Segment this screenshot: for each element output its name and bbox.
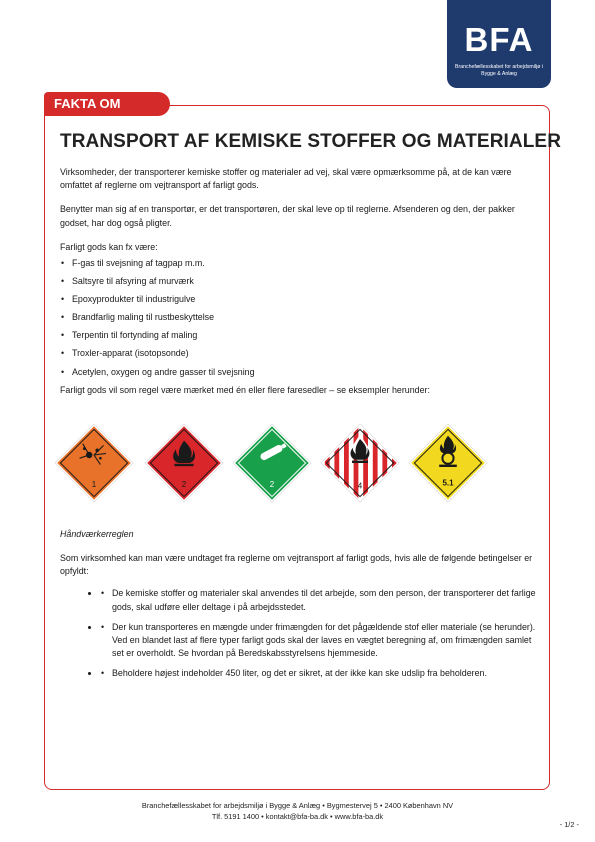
list-item: • Saltsyre til afsyring af murværk <box>60 275 538 288</box>
sign-number: 2 <box>269 480 275 489</box>
sign-number: 2 <box>181 480 187 489</box>
hazard-sign-nonflammable-gas <box>232 423 312 503</box>
conditions-list <box>60 587 538 680</box>
sign-number: 4 <box>357 481 363 491</box>
fakta-om-tab: FAKTA OM <box>44 92 170 116</box>
intro-paragraph: Virksomheder, der transporterer kemiske stoffer og materialer ad vej, skal være opmærksomme på, at de kan være omfattet af reglerne om vejtransport af farligt gods. <box>60 167 512 191</box>
logo-tagline: Branchefællesskabet for arbejdsmiljø i Bygge & Anlæg <box>455 64 543 77</box>
list-item: • Troxler-apparat (isotopsonde) <box>60 347 538 360</box>
intro-section <box>60 166 538 397</box>
list-item: • • De kemiske stoffer og materialer skal anvendes til det arbejde, som den person, der transporterer det farlige gods, skal udføre eller deltage i på arbejdsstedet. <box>100 587 538 613</box>
hazard-sign-flammable-gas <box>144 423 224 503</box>
rule-section <box>60 552 538 689</box>
examples-list <box>60 257 538 379</box>
sign-number: 1 <box>91 480 97 489</box>
page-title: TRANSPORT AF KEMISKE STOFFER OG MATERIALER <box>60 131 562 152</box>
sign-number: 5.1 <box>442 478 454 488</box>
labels-lead: Farligt gods vil som regel være mærket med én eller flere faresedler – se eksempler herunder: <box>60 384 430 395</box>
page-number: - 1/2 - <box>559 820 579 829</box>
list-item: • • Beholdere højest indeholder 450 liter, og det er sikret, at der ikke kan ske udslip fra beholderen. <box>100 667 538 680</box>
list-item: • F-gas til svejsning af tagpap m.m. <box>60 257 538 270</box>
examples-lead: Farligt gods kan fx være: <box>60 241 158 252</box>
list-item: • Brandfarlig maling til rustbeskyttelse <box>60 311 538 324</box>
rule-lead: Som virksomhed kan man være undtaget fra reglerne om vejtransport af farligt gods, hvis alle de følgende betingelser er opfyldt: <box>60 553 533 577</box>
list-item: • Terpentin til fortynding af maling <box>60 329 538 342</box>
footer-contact: Tlf. 5191 1400 • kontakt@bfa-ba.dk • www.bfa-ba.dk <box>211 812 384 821</box>
list-item: • Acetylen, oxygen og andre gasser til svejsning <box>60 366 538 379</box>
footer-address: Branchefællesskabet for arbejdsmiljø i Bygge & Anlæg • Bygmestervej 5 • 2400 København NV <box>141 801 454 810</box>
footer <box>0 800 595 822</box>
hazard-sign-explosive <box>54 423 134 503</box>
hazard-sign-oxidizer <box>408 423 488 503</box>
intro-paragraph: Benytter man sig af en transportør, er det transportøren, der skal leve op til reglerne. Afsenderen og den, der pakker godset, har dog også pligter. <box>60 204 515 228</box>
subheading: Håndværkerreglen <box>60 529 134 539</box>
list-item: • Epoxyprodukter til industrigulve <box>60 293 538 306</box>
hazard-signs <box>54 423 494 511</box>
logo-mark: BFA <box>464 21 534 58</box>
list-item: • • Der kun transporteres en mængde under frimængden for det pågældende stof eller materiale (se herunder). Ved en blandet last af flere typer farligt gods skal der laves en vægtet beregning af, om frimængden samlet set er overholdt. Se hvordan på Beredskabsstyrelsens hjemmeside. <box>100 621 538 661</box>
bfa-logo <box>447 0 551 88</box>
hazard-sign-flammable-solid <box>320 423 400 503</box>
